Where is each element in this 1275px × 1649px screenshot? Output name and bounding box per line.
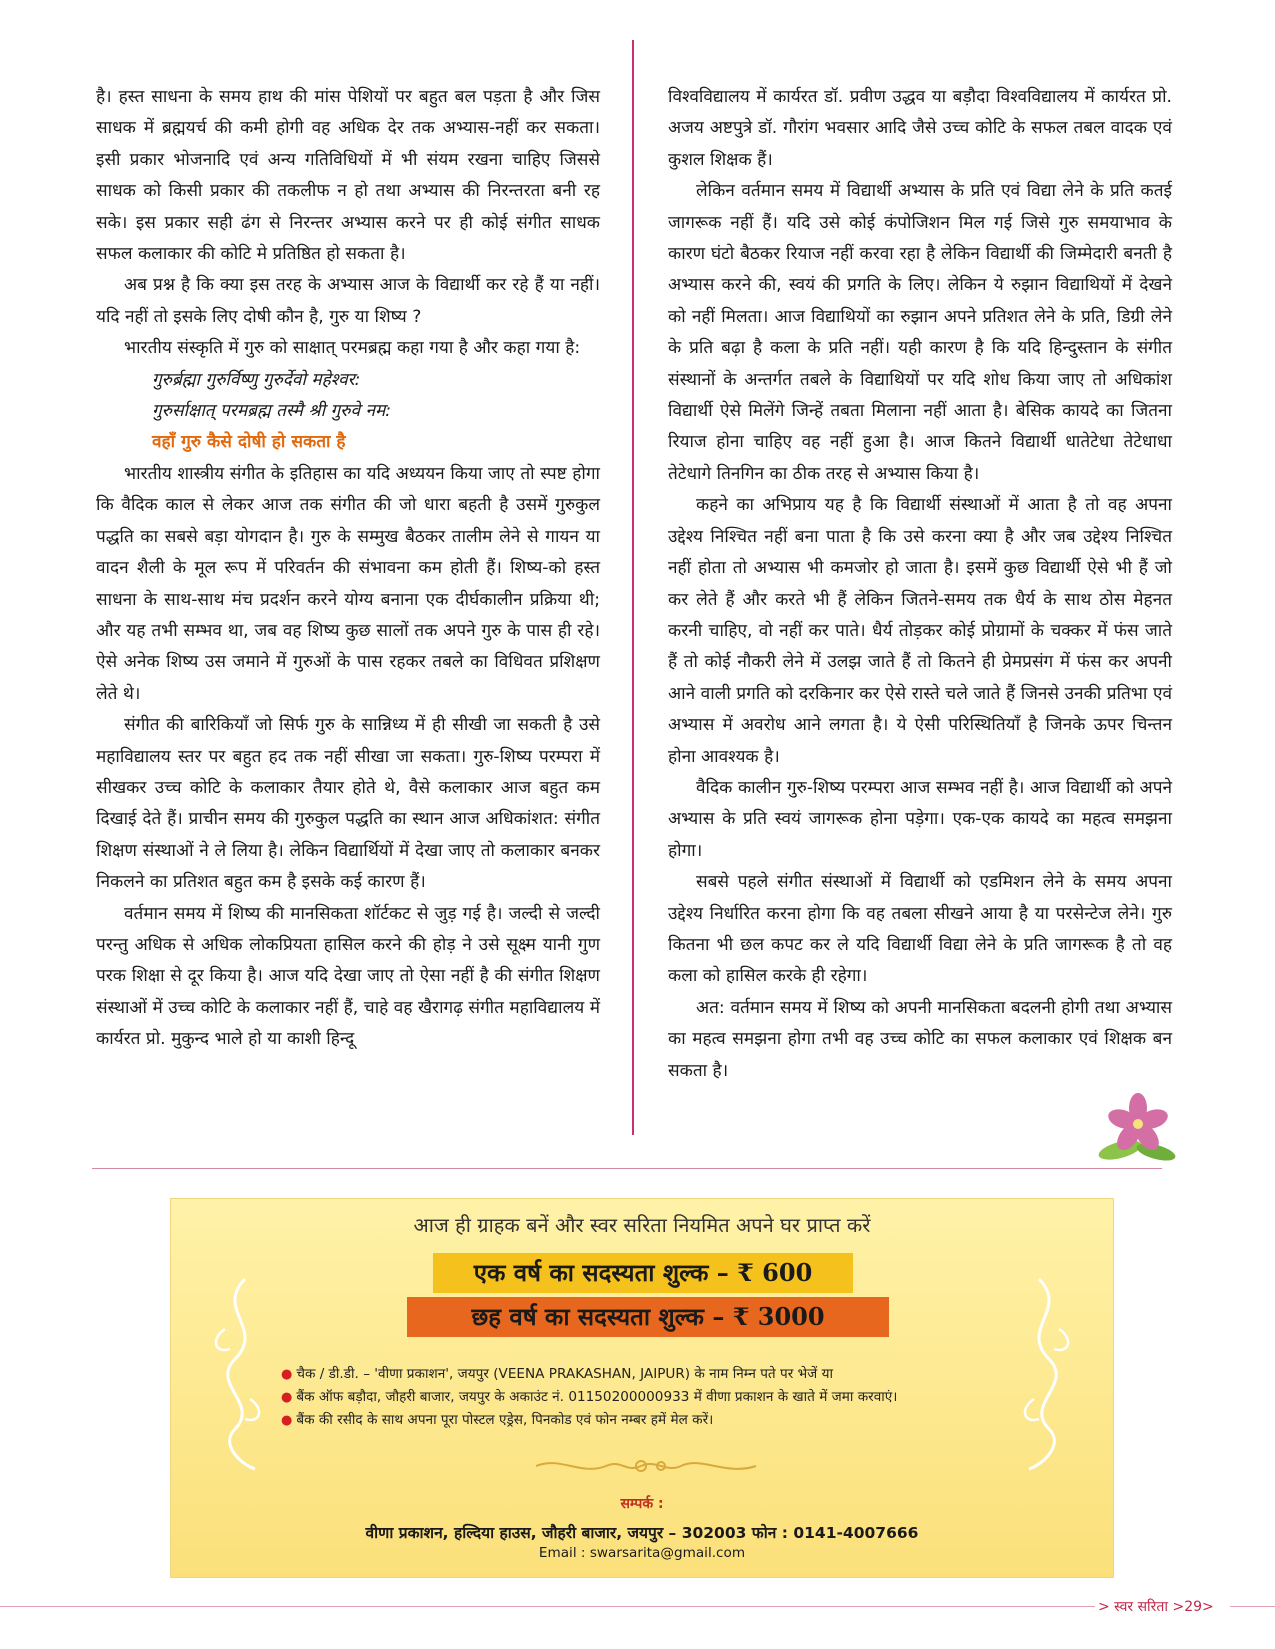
bullet-icon: ●	[281, 1367, 293, 1382]
footer-rule	[1230, 1606, 1275, 1607]
paragraph: है। हस्त साधना के समय हाथ की मांस पेशियों पर बहुत बल पड़ता है और जिस साधक में ब्रह्मयर्च की कमी होगी वह अधिक देर तक अभ्यास-नहीं कर सकता। इसी प्रकार भोजनादि एवं अन्य गतिविधियों में भी संयम रखना चाहिए जिससे साधक को किसी प्रकार की तकलीफ न हो तथा अभ्यास की निरन्तरता बनी रह सके। इस प्रकार सही ढंग से निरन्तर अभ्यास करने पर ही कोई संगीत साधक सफल कलाकार की कोटि मे प्रतिष्ठित हो सकता है।	[96, 87, 600, 265]
paragraph: लेकिन वर्तमान समय में विद्यार्थी अभ्यास के प्रति एवं विद्या लेने के प्रति कतई जागरूक नहीं हैं। यदि उसे कोई कंपोजिशन मिल गई जिसे गुरु समयाभाव के कारण घंटो बैठकर रियाज नहीं करवा रहा है लेकिन विद्यार्थी की जिम्मेदारी बनती है अभ्यास करने की, स्वयं की प्रगति के लिए। लेकिन ये रुझान विद्याथियों में देखने को नहीं मिलता। आज विद्याथियों का रुझान अपने प्रतिशत लेने के प्रति, डिग्री लेने के प्रति बढ़ा है कला के प्रति नहीं। यही कारण है कि यदि हिन्दुस्तान के संगीत संस्थानों के अन्तर्गत तबले के विद्याथियों पर यदि शोध किया जाए तो अधिकांश विद्यार्थी ऐसे मिलेंगे जिन्हें तबता मिलाना नहीं आता है। बेसिक कायदे का जितना रियाज होना चाहिए वह नहीं हुआ है। आज कितने विद्यार्थी धातेटेधा तेटेधाधा तेटेधागे तिनगिन का ठीक तरह से अभ्यास किया है।	[668, 181, 1172, 484]
paragraph: कहने का अभिप्राय यह है कि विद्यार्थी संस्थाओं में आता है तो वह अपना उद्देश्य निश्चित नहीं बना पाता है कि उसे करना क्या है और जब उद्देश्य निश्चित नहीं होता तो अभ्यास भी कमजोर हो जाता है। इसमें कुछ विद्यार्थी ऐसे भी हैं जो कर लेते हैं और करते भी हैं लेकिन जितने-समय तक धैर्य के साथ ठोस मेहनत करनी चाहिए, वो नहीं कर पाते। धैर्य तोड़कर कोई प्रोग्रामों के चक्कर में फंस जाते हैं तो कोई नौकरी लेने में उलझ जाते हैं तो कितने ही प्रेमप्रसंग में फंस कर अपनी आने वाली प्रगति को दरकिनार कर ऐसे रास्ते चले जाते हैं जिनसे उनकी प्रतिभा एवं अभ्यास में अवरोध आने लगता है। ये ऐसी परिस्थितियाँ है जिनके ऊपर चिन्तन होना आवश्यक है।	[668, 495, 1172, 767]
paragraph: भारतीय संस्कृति में गुरु को साक्षात् परमब्रह्म कहा गया है और कहा गया है:	[124, 338, 581, 359]
paragraph: अत: वर्तमान समय में शिष्य को अपनी मानसिकता बदलनी होगी तथा अभ्यास का महत्व समझना होगा तभी वह उच्च कोटि का सफल कलाकार एवं शिक्षक बन सकता है।	[668, 997, 1172, 1081]
subscription-heading: आज ही ग्राहक बनें और स्वर सरिता नियमित अपने घर प्राप्त करें	[413, 1213, 871, 1237]
bullet-icon: ●	[281, 1390, 293, 1405]
paragraph: संगीत की बारिकियाँ जो सिर्फ गुरु के सान्निध्य में ही सीखी जा सकती है उसे महाविद्यालय स्तर पर बहुत हद तक नहीं सीखा जा सकता। गुरु-शिष्य परम्परा में सीखकर उच्च कोटि के कलाकार तैयार होते थे, वैसे कलाकार आज बहुत कम दिखाई देते हैं। प्राचीन समय की गुरुकुल पद्धति का स्थान आज अधिकांशत: संगीत शिक्षण संस्थाओं ने ले लिया है। लेकिन विद्यार्थियों में देखा जाए तो कलाकार बनकर निकलने का प्रतिशत बहुत कम है इसके कई कारण हैं।	[96, 715, 600, 893]
fee-banner-one-year: एक वर्ष का सदस्यता शुल्क – ₹ 600	[433, 1253, 853, 1293]
payment-instructions	[281, 1363, 1011, 1432]
page-footer: > स्वर सरिता >29>	[1098, 1599, 1214, 1615]
flower-icon	[1092, 1088, 1182, 1168]
right-column	[668, 82, 1172, 1087]
column-divider	[632, 40, 634, 1135]
fee-banner-six-year: छह वर्ष का सदस्यता शुल्क – ₹ 3000	[407, 1297, 889, 1337]
contact-label: सम्पर्क :	[620, 1496, 664, 1512]
instruction-item: ● बैंक की रसीद के साथ अपना पूरा पोस्टल एड्रेस, पिनकोड एवं फोन नम्बर हमें मेल करें।	[281, 1412, 714, 1428]
contact-email: Email : swarsarita@gmail.com	[538, 1545, 746, 1561]
paragraph: वैदिक कालीन गुरु-शिष्य परम्परा आज सम्भव नहीं है। आज विद्यार्थी को अपने अभ्यास के प्रति स्वयं जागरूक होना पड़ेगा। एक-एक कायदे का महत्व समझना होगा।	[668, 777, 1172, 861]
footer-rule	[0, 1606, 1095, 1607]
paragraph: सबसे पहले संगीत संस्थाओं में विद्यार्थी को एडमिशन लेने के समय अपना उद्देश्य निर्धारित करना होगा कि वह तबला सीखने आया है या परसेन्टेज लेने। गुरु कितना भी छल कपट कर ले यदि विद्यार्थी विद्या लेने के प्रति जागरूक है तो वह कला को हासिल करके ही रहेगा।	[668, 872, 1172, 987]
instruction-item: ● बैंक ऑफ बड़ौदा, जौहरी बाजार, जयपुर के अकाउंट नं. 01150200000933 में वीणा प्रकाशन के खाते में जमा करवाएं।	[281, 1389, 898, 1405]
contact-address: वीणा प्रकाशन, हल्दिया हाउस, जौहरी बाजार, जयपुर – 302003 फोन : 0141-4007666	[365, 1524, 919, 1542]
paragraph: अब प्रश्न है कि क्या इस तरह के अभ्यास आज के विद्यार्थी कर रहे हैं या नहीं। यदि नहीं तो इसके लिए दोषी कौन है, गुरु या शिष्य ?	[96, 275, 600, 327]
section-rule	[92, 1168, 1162, 1169]
subscription-box	[170, 1198, 1114, 1578]
left-column	[96, 82, 600, 1056]
paragraph: विश्वविद्यालय में कार्यरत डॉ. प्रवीण उद्धव या बड़ौदा विश्वविद्यालय में कार्यरत प्रो. अजय अष्टपुत्रे डॉ. गौरांग भवसार आदि जैसे उच्च कोटि के सफल तबल वादक एवं कुशल शिक्षक हैं।	[668, 87, 1172, 170]
instruction-item: ● चैक / डी.डी. – 'वीणा प्रकाशन', जयपुर (VEENA PRAKASHAN, JAIPUR) के नाम निम्न पते पर भेजें या	[281, 1366, 833, 1382]
verse-line: गुरुर्साक्षात् परमब्रह्म तस्मै श्री गुरुवे नम:	[152, 401, 392, 422]
swirl-ornament-icon	[1009, 1269, 1079, 1479]
swirl-ornament-icon	[531, 1451, 761, 1481]
paragraph: वर्तमान समय में शिष्य की मानसिकता शॉर्टकट से जुड़ गई है। जल्दी से जल्दी परन्तु अधिक से अधिक लोकप्रियता हासिल करने की होड़ ने उसे सूक्ष्म यानी गुण परक शिक्षा से दूर किया है। आज यदि देखा जाए तो ऐसा नहीं है की संगीत शिक्षण संस्थाओं में उच्च कोटि के कलाकार नहीं हैं, चाहे वह खैरागढ़ संगीत महाविद्यालय में कार्यरत प्रो. मुकुन्द भाले हो या काशी हिन्दू	[96, 903, 600, 1050]
paragraph: भारतीय शास्त्रीय संगीत के इतिहास का यदि अध्ययन किया जाए तो स्पष्ट होगा कि वैदिक काल से लेकर आज तक संगीत की जो धारा बहती है उसमें गुरुकुल पद्धति का सबसे बड़ा योगदान है। गुरु के सम्मुख बैठकर तालीम लेने से गायन या वादन शैली के मूल रूप में परिवर्तन की संभावना कम होती हैं। शिष्य-को हस्त साधना के साथ-साथ मंच प्रदर्शन करने योग्य बनाना एक दीर्घकालीन प्रक्रिया थी; और यह तभी सम्भव था, जब वह शिष्य कुछ सालों तक अपने गुरु के पास ही रहे। ऐसे अनेक शिष्य उस जमाने में गुरुओं के पास रहकर तबले का विधिवत प्रशिक्षण लेते थे।	[96, 463, 600, 704]
section-subheading: वहाँ गुरु कैसे दोषी हो सकता है	[152, 432, 346, 453]
verse-line: गुरुर्ब्रह्मा गुरुर्विष्णु गुरुर्देवो महेश्वर:	[152, 369, 361, 390]
bullet-icon: ●	[281, 1413, 293, 1428]
swirl-ornament-icon	[205, 1269, 275, 1479]
